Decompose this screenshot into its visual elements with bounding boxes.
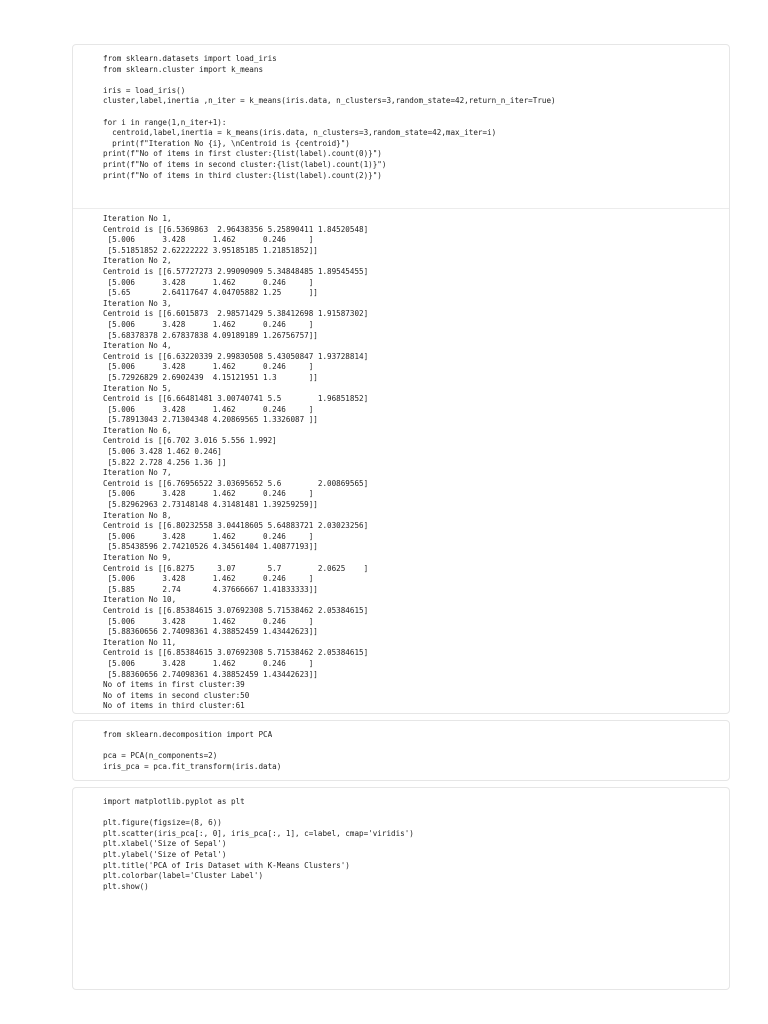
code-editor[interactable] [73, 788, 729, 892]
code-editor[interactable] [73, 45, 729, 208]
code-text[interactable]: from sklearn.datasets import load_iris from sklearn.cluster import k_means iris = load_iris() cluster,label,inertia ,n_iter = k_means(iris.data, n_clusters=3,random_state=42,return_n_iter=True) for i in range(1,n_iter+1): centroid,label,inertia = k_means(iris.data, n_clusters=3,random_state=42,max_iter=i) print(f"Iteration No {i}, \nCentroid is {centroid}") print(f"No of items in first cluster:{list(label).count(0)}") print(f"No of items in second cluster:{list(label).count(1)}") print(f"No of items in third cluster:{list(label).count(2)}") [103, 54, 556, 180]
code-editor[interactable] [73, 721, 729, 772]
notebook-cell-plot[interactable] [72, 787, 730, 990]
code-text[interactable]: from sklearn.decomposition import PCA pca = PCA(n_components=2) iris_pca = pca.fit_transform(iris.data) [103, 730, 282, 771]
cell-output [73, 208, 729, 712]
notebook-cell-pca[interactable] [72, 720, 730, 781]
output-text: Iteration No 1, Centroid is [[6.5369863 2.96438356 5.25890411 1.84520548] [5.006 3.428 1.462 0.246 ] [5.51851852 2.62222222 3.95185185 1.21851852]] Iteration No 2, Centroid is [[6.57727273 2.99090909 5.34848485 1.89545455] [5.006 3.428 1.462 0.246 ] [5.65 2.64117647 4.04705882 1.25 ]] Iteration No 3, Centroid is [[6.6015873 2.98571429 5.38412698 1.91587302] [5.006 3.428 1.462 0.246 ] [5.68378378 2.67837838 4.09189189 1.26756757]] Iteration No 4, Centroid is [[6.63220339 2.99830508 5.43050847 1.93728814] [5.006 3.428 1.462 0.246 ] [5.72926829 2.6902439 4.15121951 1.3 ]] Iteration No 5, Centroid is [[6.66481481 3.00740741 5.5 1.96851852] [5.006 3.428 1.462 0.246 ] [5.78913043 2.71304348 4.20869565 1.3326087 ]] Iteration No 6, Centroid is [[6.702 3.016 5.556 1.992] [5.006 3.428 1.462 0.246] [5.822 2.728 4.256 1.36 ]] Iteration No 7, Centroid is [[6.76956522 3.03695652 5.6 2.00869565] [5.006 3.428 1.462 0.246 ] [5.82962963 2.73148148 4.31481481 1.39259259]] Iteration No 8, Centroid is [[6.80232558 3.04418605 5.64883721 2.03023256] [5.006 3.428 1.462 0.246 ] [5.85438596 2.74210526 4.34561404 1.40877193]] Iteration No 9, Centroid is [[6.8275 3.07 5.7 2.0625 ] [5.006 3.428 1.462 0.246 ] [5.885 2.74 4.37666667 1.41833333]] Iteration No 10, Centroid is [[6.85384615 3.07692308 5.71538462 2.05384615] [5.006 3.428 1.462 0.246 ] [5.88360656 2.74098361 4.38852459 1.43442623]] Iteration No 11, Centroid is [[6.85384615 3.07692308 5.71538462 2.05384615] [5.006 3.428 1.462 0.246 ] [5.88360656 2.74098361 4.38852459 1.43442623]] No of items in first cluster:39 No of items in second cluster:50 No of items in third cluster:61 [103, 214, 369, 711]
code-text[interactable]: import matplotlib.pyplot as plt plt.figure(figsize=(8, 6)) plt.scatter(iris_pca[:, 0], iris_pca[:, 1], c=label, cmap='viridis') plt.xlabel('Size of Sepal') plt.ylabel('Size of Petal') plt.title('PCA of Iris Dataset with K-Means Clusters') plt.colorbar(label='Cluster Label') plt.show() [103, 797, 414, 891]
notebook-cell-kmeans[interactable] [72, 44, 730, 714]
